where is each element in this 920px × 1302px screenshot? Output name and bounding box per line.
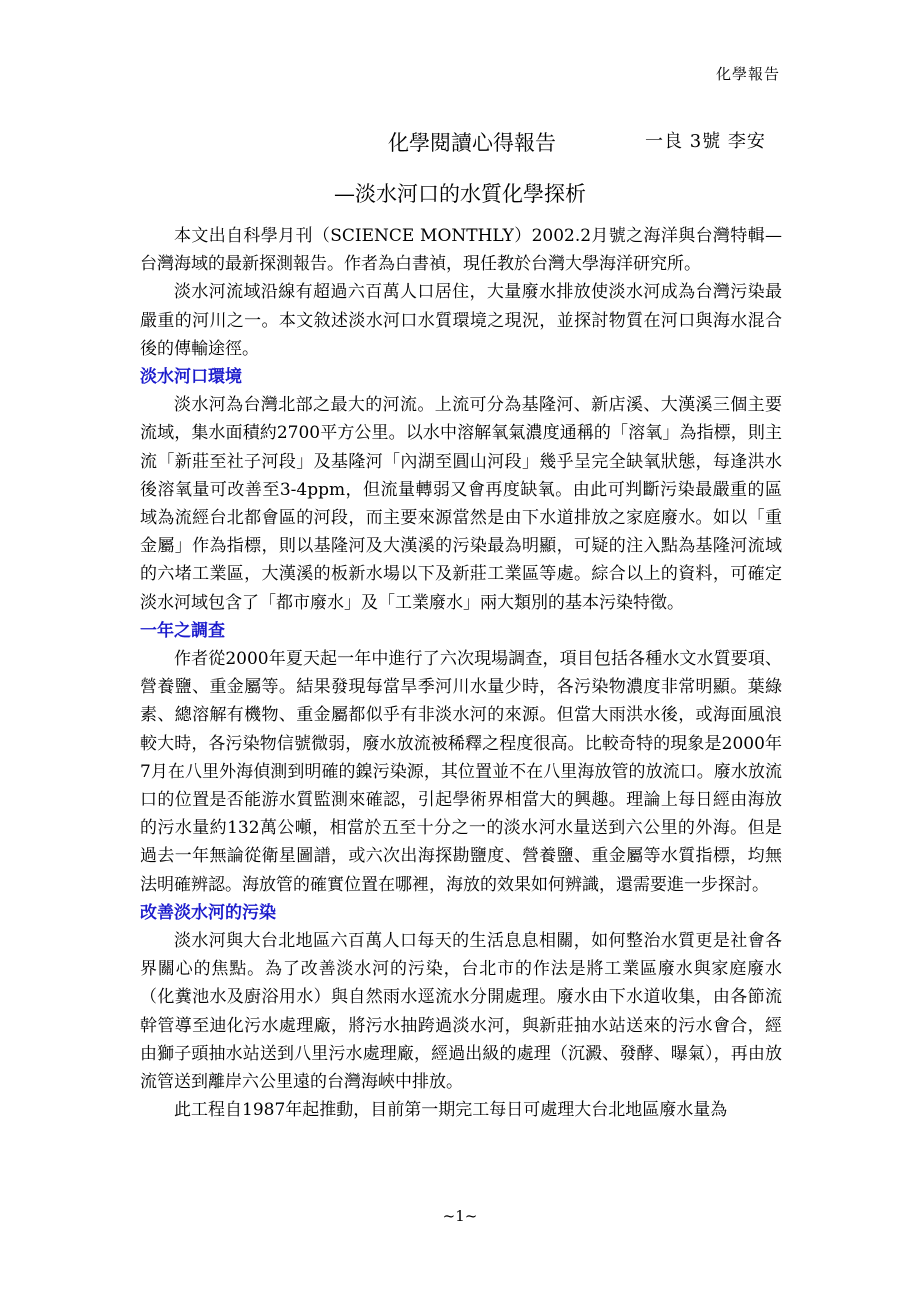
document-subtitle: —淡水河口的水質化學探析: [334, 182, 586, 206]
section-paragraph: 作者從2000年夏天起一年中進行了六次現場調查，項目包括各種水文水質要項、營養鹽、重金屬等。結果發現每當旱季河川水量少時，各污染物濃度非常明顯。葉綠素、總溶解有機物、重金屬都似乎有非淡水河的來源。但當大雨洪水後，或海面風浪較大時，各污染物信號微弱，廢水放流被稀釋之程度很高。比較奇特的現象是2000年7月在八里外海偵測到明確的鎳污染源，其位置並不在八里海放管的放流口。廢水放流口的位置是否能游水質監測來確認，引起學術界相當大的興趣。理論上每日經由海放的污水量約132萬公噸，相當於五至十分之一的淡水河水量送到六公里的外海。但是過去一年無論從衛星圖譜，或六次出海探勘鹽度、營養鹽、重金屬等水質指標，均無法明確辨認。海放管的確實位置在哪裡，海放的效果如何辨識，還需要進一步探討。: [140, 649, 782, 895]
running-header: 化學報告: [715, 65, 780, 83]
section-paragraph: 此工程自1987年起推動，目前第一期完工每日可處理大台北地區廢水量為: [174, 1100, 728, 1121]
page-number: ~1~: [442, 1207, 478, 1225]
section-heading: 一年之調查: [140, 620, 225, 641]
title-line: [0, 123, 920, 157]
section-paragraph: 淡水河與大台北地區六百萬人口每天的生活息息相關，如何整治水質更是社會各界關心的焦點。為了改善淡水河的污染，台北市的作法是將工業區廢水與家庭廢水（化糞池水及廚浴用水）與自然雨水逕流水分開處理。廢水由下水道收集，由各節流幹管導至迪化污水處理廠，將污水抽跨過淡水河，與新莊抽水站送來的污水會合，經由獅子頭抽水站送到八里污水處理廠，經過出級的處理（沉澱、發酵、曝氣），再由放流管送到離岸六公里遠的台灣海峽中排放。: [140, 931, 782, 1093]
intro-paragraph: 本文出自科學月刊（SCIENCE MONTHLY）2002.2月號之海洋與台灣特輯—台灣海域的最新探測報告。作者為白書禎，現任教於台灣大學海洋研究所。: [140, 226, 782, 275]
author-line: 一良 3號 李安: [645, 131, 766, 152]
section-paragraph: 淡水河為台灣北部之最大的河流。上流可分為基隆河、新店溪、大漢溪三個主要流域，集水面積約2700平方公里。以水中溶解氧氣濃度通稱的「溶氧」為指標，則主流「新莊至社子河段」及基隆河「內湖至圓山河段」幾乎呈完全缺氧狀態，每逢洪水後溶氧量可改善至3-4ppm，但流量轉弱又會再度缺氧。由此可判斷污染最嚴重的區域為流經台北都會區的河段，而主要來源當然是由下水道排放之家庭廢水。如以「重金屬」作為指標，則以基隆河及大漢溪的污染最為明顯，可疑的注入點為基隆河流域的六堵工業區，大漢溪的板新水場以下及新莊工業區等處。綜合以上的資料，可確定淡水河域包含了「都市廢水」及「工業廢水」兩大類別的基本污染特徵。: [140, 395, 782, 613]
section-heading: 淡水河口環境: [140, 367, 242, 388]
intro-paragraph: 淡水河流域沿線有超過六百萬人口居住，大量廢水排放使淡水河成為台灣污染最嚴重的河川之一。本文敘述淡水河口水質環境之現況，並探討物質在河口與海水混合後的傳輸途徑。: [140, 282, 782, 359]
document-body: [140, 222, 782, 1125]
section-heading: 改善淡水河的污染: [140, 902, 276, 923]
document-title: 化學閱讀心得報告: [388, 131, 556, 155]
